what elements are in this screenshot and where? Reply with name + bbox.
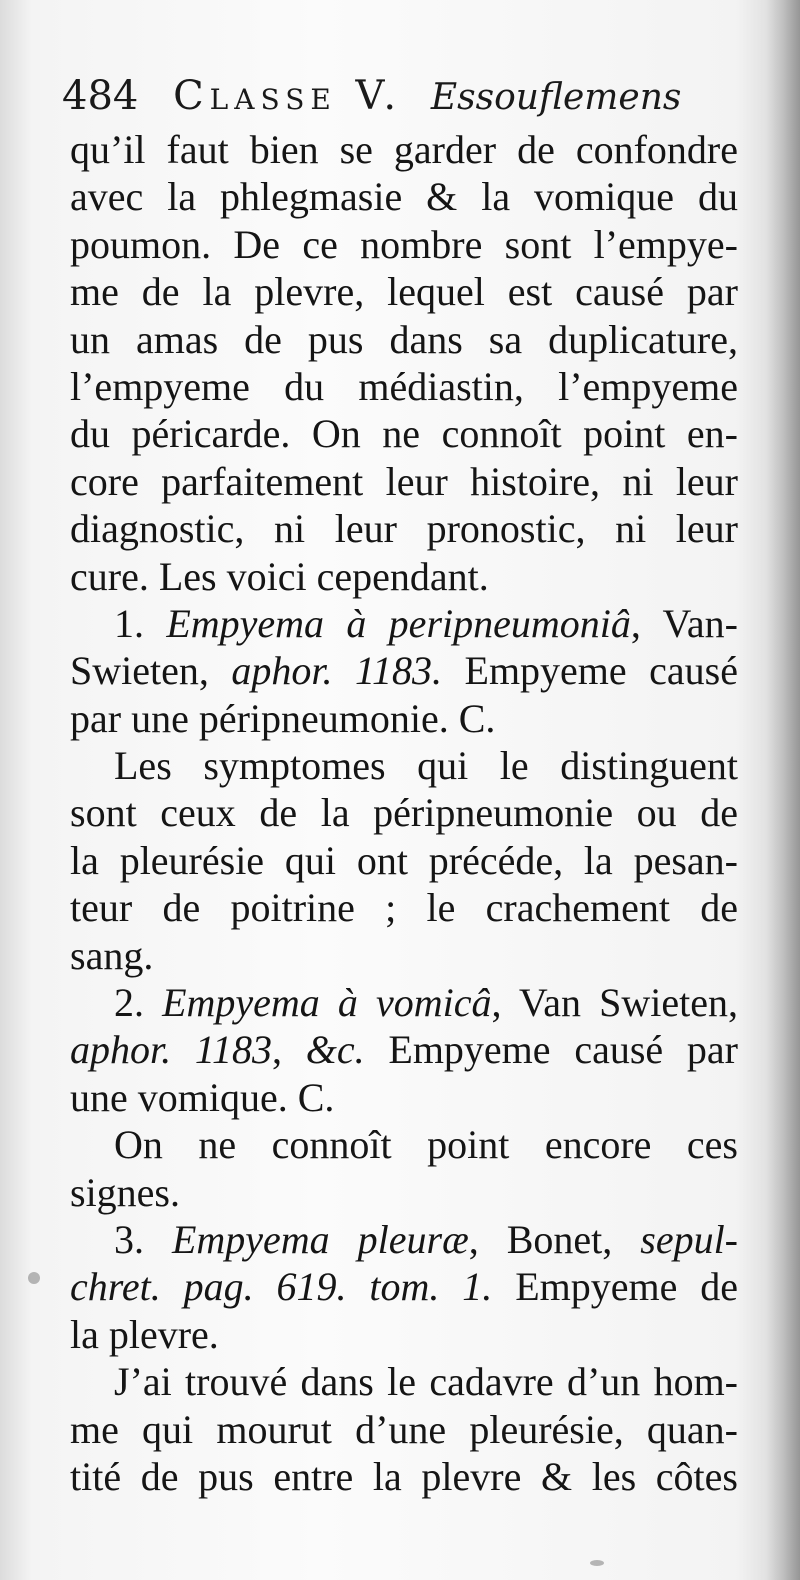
text-run: un amas de pus dans sa duplicature, bbox=[70, 316, 738, 362]
text-line bbox=[70, 1263, 738, 1310]
italic-run: aphor. 1183 bbox=[70, 1027, 272, 1073]
text-run: 1. bbox=[114, 600, 167, 646]
italic-run: chret. pag. 619. tom. 1. bbox=[70, 1264, 493, 1310]
text-line bbox=[70, 316, 738, 363]
italic-run: sepul- bbox=[640, 1216, 739, 1262]
text-run: Les symptomes qui le distinguent bbox=[114, 743, 738, 789]
page-gutter-shadow bbox=[766, 0, 800, 1580]
text-line bbox=[70, 1311, 738, 1358]
text-line bbox=[70, 600, 738, 647]
italic-run: Empyema pleuræ bbox=[171, 1216, 469, 1262]
text-line bbox=[70, 742, 738, 789]
text-run: Empyeme de bbox=[492, 1264, 739, 1310]
text-line bbox=[70, 837, 738, 884]
text-run: sang. bbox=[70, 932, 154, 978]
text-line bbox=[70, 221, 738, 268]
text-run: me qui mourut d’une pleurésie, quan- bbox=[70, 1406, 738, 1452]
text-line bbox=[70, 647, 738, 694]
text-run: la plevre. bbox=[70, 1311, 219, 1357]
text-run: 2. bbox=[114, 980, 163, 1026]
text-run: , Van- bbox=[630, 600, 738, 646]
text-line bbox=[70, 173, 738, 220]
running-header bbox=[62, 66, 752, 126]
text-line bbox=[70, 363, 738, 410]
text-run: teur de poitrine ; le crachement de bbox=[70, 885, 738, 931]
text-run: la pleurésie qui ont précéde, la pesan- bbox=[70, 837, 738, 883]
text-run: On ne connoît point encore ces bbox=[114, 1122, 738, 1168]
text-run: Swieten, bbox=[70, 648, 232, 694]
text-run: poumon. De ce nombre sont l’empye- bbox=[70, 221, 738, 267]
text-line bbox=[70, 932, 738, 979]
text-line bbox=[70, 458, 738, 505]
text-run: 3. bbox=[114, 1216, 172, 1262]
text-line bbox=[70, 1453, 738, 1500]
text-line bbox=[70, 1026, 738, 1073]
text-run: par une péripneumonie. C. bbox=[70, 695, 496, 741]
text-run: , bbox=[271, 1027, 306, 1073]
text-line bbox=[70, 884, 738, 931]
italic-run: Empyema à vomicâ bbox=[162, 980, 492, 1026]
chapter-label: Classe V. bbox=[173, 73, 403, 119]
ink-speck bbox=[28, 1272, 40, 1284]
text-line bbox=[70, 505, 738, 552]
text-line bbox=[70, 1074, 738, 1121]
text-line bbox=[70, 126, 738, 173]
text-line bbox=[70, 1216, 738, 1263]
text-line bbox=[70, 1358, 738, 1405]
text-run: diagnostic, ni leur pronostic, ni leur bbox=[70, 506, 738, 552]
text-run: du péricarde. On ne connoît point en- bbox=[70, 411, 738, 457]
italic-run: aphor. 1183. bbox=[231, 648, 443, 694]
text-run: l’empyeme du médiastin, l’empyeme bbox=[70, 363, 738, 409]
text-run: avec la phlegmasie & la vomique du bbox=[70, 174, 738, 220]
text-run: cure. Les voici cependant. bbox=[70, 553, 489, 599]
text-run: Empyeme causé bbox=[442, 648, 738, 694]
text-run: qu’il faut bien se garder de confondre bbox=[70, 127, 738, 172]
text-line bbox=[70, 979, 738, 1026]
ink-speck bbox=[590, 1560, 604, 1566]
text-line bbox=[70, 553, 738, 600]
text-line bbox=[70, 695, 738, 742]
text-run: J’ai trouvé dans le cadavre d’un hom- bbox=[114, 1359, 738, 1405]
text-line bbox=[70, 1169, 738, 1216]
text-run: sont ceux de la péripneumonie ou de bbox=[70, 790, 738, 836]
text-run: me de la plevre, lequel est causé par bbox=[70, 269, 738, 315]
text-line bbox=[70, 1121, 738, 1168]
text-line bbox=[70, 268, 738, 315]
text-run: une vomique. C. bbox=[70, 1074, 335, 1120]
text-run: tité de pus entre la plevre & les côtes bbox=[70, 1453, 738, 1499]
page-number: 484 bbox=[62, 73, 139, 119]
italic-run: &c. bbox=[305, 1027, 365, 1073]
text-line bbox=[70, 789, 738, 836]
text-run: signes. bbox=[70, 1169, 180, 1215]
text-run: , Van Swieten, bbox=[491, 980, 738, 1026]
italic-run: Empyema à peripneumoniâ bbox=[166, 600, 631, 646]
text-run: , Bonet, bbox=[468, 1216, 641, 1262]
running-title: Essouflemens bbox=[430, 77, 682, 118]
text-run: core parfaitement leur histoire, ni leur bbox=[70, 458, 738, 504]
text-run: Empyeme causé par bbox=[364, 1027, 739, 1073]
text-line bbox=[70, 1406, 738, 1453]
text-line bbox=[70, 410, 738, 457]
body-text bbox=[70, 126, 738, 1500]
